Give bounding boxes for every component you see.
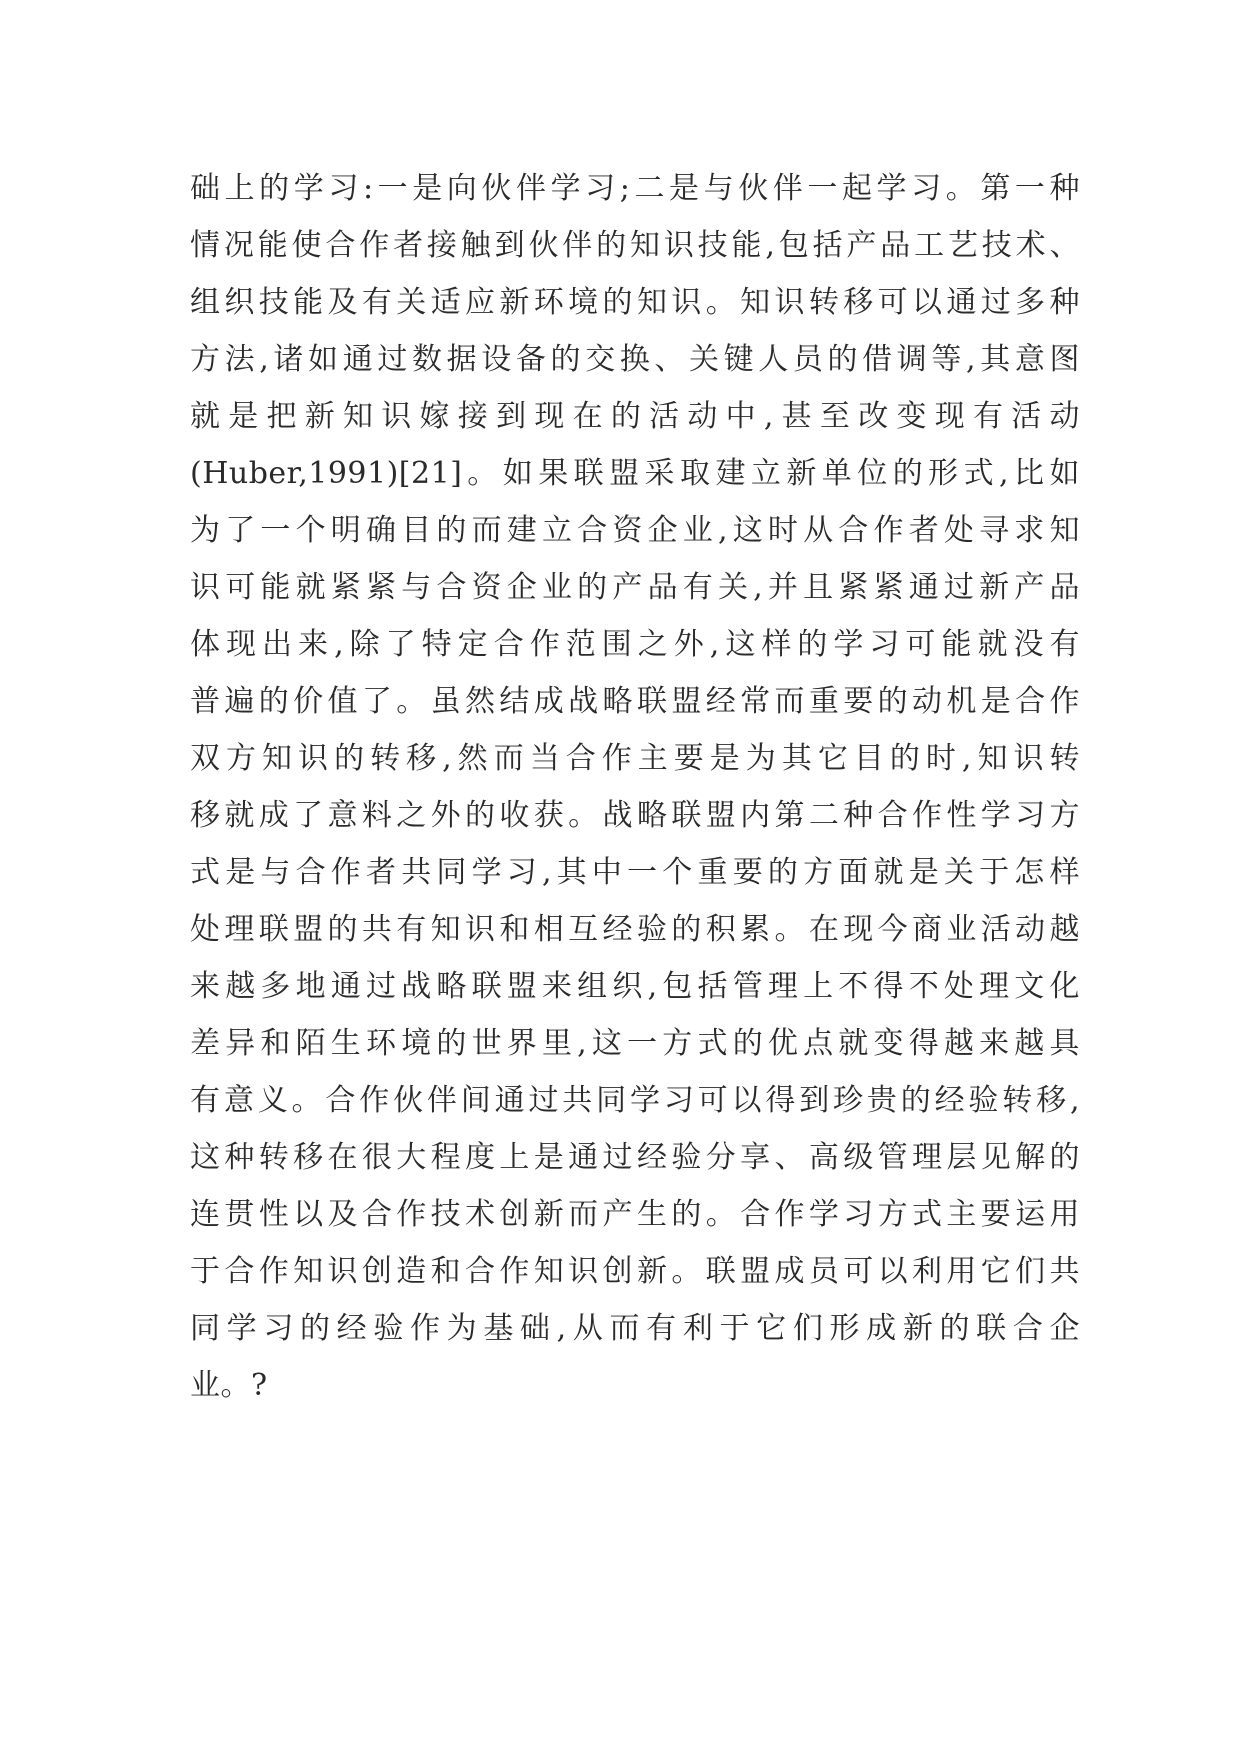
text-line: 连贯性以及合作技术创新而产生的。合作学习方式主要运用: [190, 1197, 1080, 1232]
text-line: 移就成了意料之外的收获。战略联盟内第二种合作性学习方: [190, 798, 1080, 833]
text-line: 差异和陌生环境的世界里,这一方式的优点就变得越来越具: [190, 1026, 1080, 1061]
text-line: 方法,诸如通过数据设备的交换、关键人员的借调等,其意图: [190, 342, 1080, 377]
text-line: 组织技能及有关适应新环境的知识。知识转移可以通过多种: [190, 285, 1080, 320]
text-line: (Huber,1991)[21]。如果联盟采取建立新单位的形式,比如: [190, 456, 1080, 491]
text-line: 为了一个明确目的而建立合资企业,这时从合作者处寻求知: [190, 513, 1080, 548]
text-line: 来越多地通过战略联盟来组织,包括管理上不得不处理文化: [190, 969, 1080, 1004]
text-line: 同学习的经验作为基础,从而有利于它们形成新的联合企: [190, 1311, 1080, 1346]
body-paragraph: [190, 160, 1080, 1414]
text-line: 情况能使合作者接触到伙伴的知识技能,包括产品工艺技术、: [190, 228, 1080, 263]
text-line: 有意义。合作伙伴间通过共同学习可以得到珍贵的经验转移,: [190, 1083, 1080, 1118]
text-line: 业。?: [190, 1368, 268, 1403]
text-line: 体现出来,除了特定合作范围之外,这样的学习可能就没有: [190, 627, 1080, 662]
text-line: 双方知识的转移,然而当合作主要是为其它目的时,知识转: [190, 741, 1080, 776]
text-line: 处理联盟的共有知识和相互经验的积累。在现今商业活动越: [190, 912, 1080, 947]
text-line: 式是与合作者共同学习,其中一个重要的方面就是关于怎样: [190, 855, 1080, 890]
text-line: 于合作知识创造和合作知识创新。联盟成员可以利用它们共: [190, 1254, 1080, 1289]
text-line: 普遍的价值了。虽然结成战略联盟经常而重要的动机是合作: [190, 684, 1080, 719]
text-line: 础上的学习:一是向伙伴学习;二是与伙伴一起学习。第一种: [190, 171, 1080, 206]
text-line: 识可能就紧紧与合资企业的产品有关,并且紧紧通过新产品: [190, 570, 1080, 605]
text-line: 这种转移在很大程度上是通过经验分享、高级管理层见解的: [190, 1140, 1080, 1175]
text-line: 就是把新知识嫁接到现在的活动中,甚至改变现有活动: [190, 399, 1080, 434]
